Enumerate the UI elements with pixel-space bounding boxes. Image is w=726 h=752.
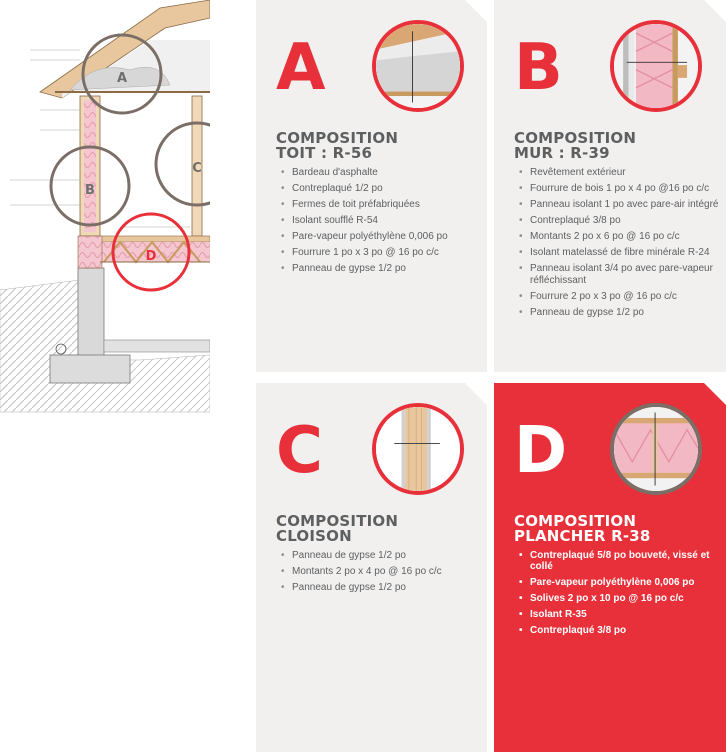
floor-detail-thumbnail <box>610 403 702 495</box>
marker-d: D <box>145 249 157 264</box>
title-line-1: COMPOSITION <box>514 129 637 147</box>
list-item: • Isolant matelassé de fibre minérale R-24 <box>530 247 722 259</box>
list-item: • Panneau de gypse 1/2 po <box>292 550 484 562</box>
composition-list <box>518 167 722 323</box>
title-line-2: PLANCHER R-38 <box>514 527 651 545</box>
list-item: • Pare-vapeur polyéthylène 0,006 po <box>292 231 484 243</box>
card-letter: D <box>514 414 568 488</box>
list-item: • Fourrure 1 po x 3 po @ 16 po c/c <box>292 247 484 259</box>
card-letter: C <box>276 414 323 488</box>
list-item: • Bardeau d'asphalte <box>292 167 484 179</box>
card-partition <box>256 383 487 752</box>
list-item: • Solives 2 po x 10 po @ 16 po c/c <box>530 593 722 604</box>
list-item: • Fourrure 2 po x 3 po @ 16 po c/c <box>530 291 722 303</box>
list-item: • Pare-vapeur polyéthylène 0,006 po <box>530 577 722 588</box>
card-wall <box>494 0 726 372</box>
list-item: • Contreplaqué 1/2 po <box>292 183 484 195</box>
list-item: • Isolant R-35 <box>530 609 722 620</box>
card-letter: A <box>276 31 326 105</box>
list-item: • Montants 2 po x 6 po @ 16 po c/c <box>530 231 722 243</box>
list-item: • Contreplaqué 3/8 po <box>530 215 722 227</box>
card-title <box>276 514 476 544</box>
composition-list <box>280 550 484 598</box>
list-item: • Revêtement extérieur <box>530 167 722 179</box>
list-item: • Panneau isolant 3/4 po avec pare-vapeur réfléchissant <box>530 263 722 287</box>
list-item: • Fermes de toit préfabriquées <box>292 199 484 211</box>
title-line-2: MUR : R-39 <box>514 144 610 162</box>
card-letter: B <box>514 31 563 105</box>
list-item: • Panneau de gypse 1/2 po <box>292 263 484 275</box>
card-title <box>514 514 714 544</box>
list-item: • Isolant soufflé R-54 <box>292 215 484 227</box>
title-line-1: COMPOSITION <box>276 512 399 530</box>
title-line-1: COMPOSITION <box>276 129 399 147</box>
title-line-2: TOIT : R-56 <box>276 144 373 162</box>
list-item: • Panneau de gypse 1/2 po <box>530 307 722 319</box>
composition-list <box>518 550 722 641</box>
list-item: • Fourrure de bois 1 po x 4 po @16 po c/c <box>530 183 722 195</box>
card-roof <box>256 0 487 372</box>
wall-detail-thumbnail <box>610 20 702 112</box>
marker-c: C <box>192 161 202 176</box>
list-item: • Panneau isolant 1 po avec pare-air intégré <box>530 199 722 211</box>
composition-list <box>280 167 484 279</box>
title-line-1: COMPOSITION <box>514 512 637 530</box>
marker-a: A <box>116 71 128 86</box>
building-section-diagram <box>0 0 210 420</box>
list-item: • Contreplaqué 5/8 po bouveté, vissé et collé <box>530 550 722 572</box>
list-item: • Panneau de gypse 1/2 po <box>292 582 484 594</box>
card-title <box>514 131 714 161</box>
partition-detail-thumbnail <box>372 403 464 495</box>
card-title <box>276 131 476 161</box>
roof-detail-thumbnail <box>372 20 464 112</box>
list-item: • Contreplaqué 3/8 po <box>530 625 722 636</box>
section-drawing <box>0 0 210 420</box>
card-floor <box>494 383 726 752</box>
list-item: • Montants 2 po x 4 po @ 16 po c/c <box>292 566 484 578</box>
marker-b: B <box>85 183 95 198</box>
title-line-2: CLOISON <box>276 527 352 545</box>
